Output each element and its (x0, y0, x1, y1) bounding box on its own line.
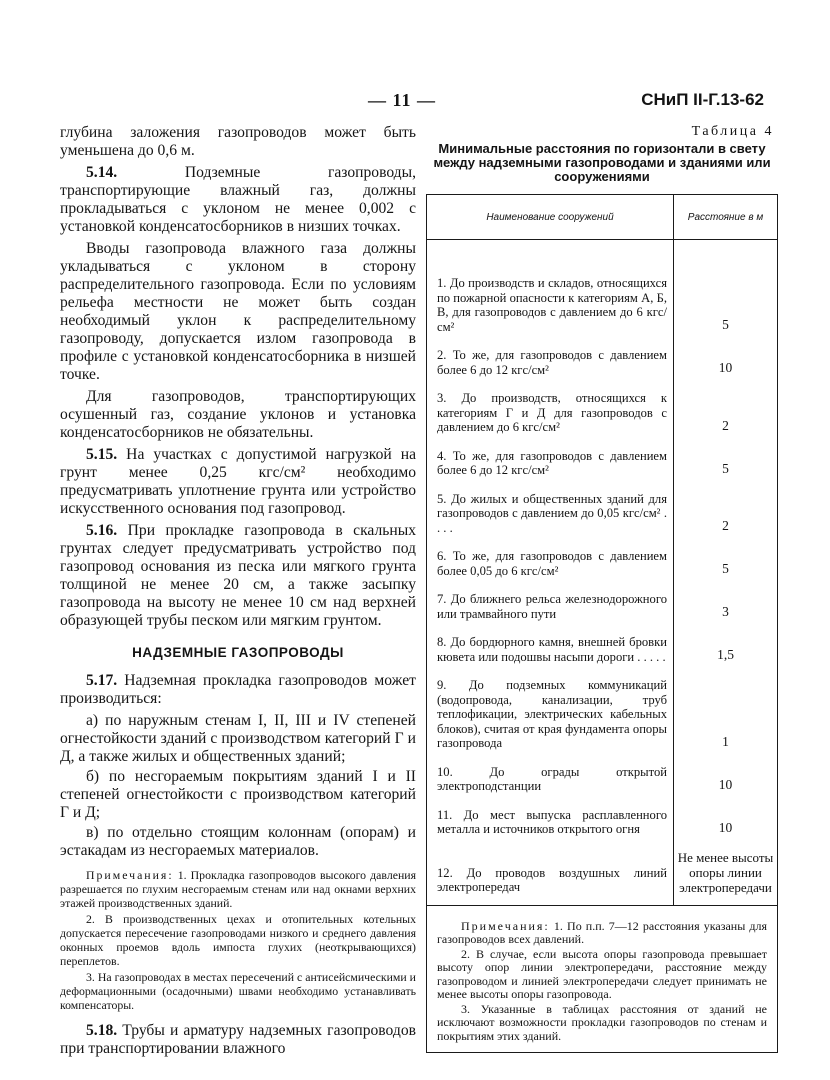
distance-value: 3 (722, 604, 729, 619)
table-notes-row (427, 905, 778, 1053)
structure-name: 9. До подземных коммуникаций (водопровода, канализации, труб теплофикации, электрических кабельных блоков), считая от края фундамента опоры газопровода (427, 669, 674, 756)
list-item-c: в) по отдельно стоящим колоннам (опорам) и эстакадам из несгораемых материалов. (60, 824, 416, 859)
paragraph-5-18 (60, 1022, 416, 1058)
right-column (424, 124, 780, 1053)
structure-name: 3. До производств, относящихся к категориям Г и Д для газопроводов с давлением до 6 кгс/см² (427, 382, 674, 440)
clause-number: 5.16. (86, 522, 118, 539)
structure-name: 11. До мест выпуска расплавленного металла и источников открытого огня (427, 799, 674, 842)
table-row (427, 339, 778, 382)
table-row (427, 382, 778, 440)
list-item-a: а) по наружным стенам I, II, III и IV степеней огнестойкости зданий с производством категорий Г и Д, а также жилых и общественных зданий; (60, 712, 416, 765)
table-row (427, 440, 778, 483)
column-header-distance: Расстояние в м (674, 195, 778, 240)
paragraph-5-15 (60, 446, 416, 518)
table-row (427, 756, 778, 799)
note-3: 3. На газопроводах в местах пересечений с антисейсмическими и деформационными (осадочными) швами необходимо устанавливать компенсаторы. (60, 970, 416, 1012)
distance-value: 5 (722, 561, 729, 576)
note-text: 1. По п.п. 7—12 расстояния указаны для газопроводов всех давлений. (437, 918, 767, 946)
table-label: Таблица 4 (691, 124, 774, 139)
left-column (60, 124, 416, 1062)
distance-value: Не менее высоты опоры линии электропередачи (677, 849, 774, 895)
page-header (0, 90, 830, 114)
clause-text: При прокладке газопровода в скальных грунтах следует предусматривать устройство под газопровод основания из песка или мягкого грунта толщиной не менее 20 см, а также засыпку газопровода на высоту не менее 10 см над верхней образующей трубы песком или мягким грунтом. (60, 522, 416, 629)
document-code: СНиП II-Г.13-62 (641, 90, 764, 109)
paragraph-5-14 (60, 164, 416, 236)
clause-number: 5.17. (86, 672, 118, 689)
paragraph: Вводы газопровода влажного газа должны укладываться с уклоном в сторону распределительного газопровода. Если по условиям рельефа местности не может быть создан необходимый уклон к распределительному газопроводу, допускается излом газопровода в профиле с установкой конденсатосборника в низшей точке. (60, 240, 416, 383)
table-row (427, 669, 778, 756)
table-row (427, 799, 778, 842)
table-notes-label: Примечания: (461, 918, 550, 933)
structure-name: 4. То же, для газопроводов с давлением более 6 до 12 кгс/см² (427, 440, 674, 483)
table-row (427, 483, 778, 541)
page-number: — 11 — (368, 90, 437, 110)
distance-value: 2 (722, 417, 729, 433)
distance-value: 5 (722, 317, 729, 332)
structure-name: 8. До бордюрного камня, внешней бровки кювета или подошвы насыпи дороги . . . . . (427, 626, 674, 669)
clause-number: 5.15. (86, 446, 118, 463)
column-header-name: Наименование сооружений (427, 195, 674, 240)
table-note-1 (437, 920, 767, 947)
table-row (427, 842, 778, 906)
notes-block (60, 868, 416, 1012)
structure-name: 7. До ближнего рельса железнодорожного или трамвайного пути (427, 583, 674, 626)
table-row (427, 626, 778, 669)
clause-text: Трубы и арматуру надземных газопроводов при транспортировании влажного (60, 1022, 416, 1057)
paragraph: Для газопроводов, транспортирующих осушенный газ, создание уклонов и установка конденсатосборников не обязательны. (60, 388, 416, 441)
distance-value: 5 (722, 460, 729, 476)
clause-number: 5.14. (86, 164, 118, 181)
note-2: 2. В производственных цехах и отопительных котельных допускается пересечение газопроводами низкого и среднего давления оконных проемов вдоль импоста глухих (неоткрывающихся) переплетов. (60, 912, 416, 968)
table-row (427, 583, 778, 626)
note-1 (60, 868, 416, 910)
section-title: НАДЗЕМНЫЕ ГАЗОПРОВОДЫ (132, 645, 344, 660)
list-item-b: б) по несгораемым покрытиям зданий I и II степеней огнестойкости с производством категорий Г и Д; (60, 768, 416, 821)
paragraph-5-17 (60, 672, 416, 708)
structure-name: 1. До производств и складов, относящихся по пожарной опасности к категориям А, Б, В, для газопроводов с давлением до 6 кгс/см² (427, 240, 674, 340)
structure-name: 5. До жилых и общественных зданий для газопроводов с давлением до 0,05 кгс/см² . . . . (427, 483, 674, 541)
distance-value: 10 (718, 360, 733, 375)
table-row (427, 240, 778, 340)
table-note-2: 2. В случае, если высота опоры газопровода превышает высоту опор линии электропередачи, расстояние между газопроводом и линией электропередачи следует принимать не менее высоты опоры газопровода. (437, 946, 767, 1001)
distance-value: 1,5 (717, 647, 734, 662)
table-row (427, 540, 778, 583)
distance-value: 10 (718, 819, 733, 835)
distance-value: 10 (718, 776, 733, 792)
structure-name: 2. То же, для газопроводов с давлением более 6 до 12 кгс/см² (427, 339, 674, 382)
clause-text: Подземные газопроводы, транспортирующие влажный газ, должны прокладываться с уклоном не менее 0,002 с установкой конденсатосборников в низших точках. (60, 164, 416, 235)
distance-value: 2 (722, 518, 729, 533)
note-text: 1. Прокладка газопроводов высокого давления разрешается по глухим несгораемым стенам или над окнами верхних этажей производственных зданий. (60, 868, 416, 910)
table-header-row (427, 195, 778, 240)
paragraph-5-16 (60, 522, 416, 630)
distance-table (426, 194, 778, 1053)
clause-text: Надземная прокладка газопроводов может производиться: (60, 672, 416, 707)
clause-number: 5.18. (86, 1022, 118, 1039)
clause-text: На участках с допустимой нагрузкой на грунт менее 0,25 кгс/см² необходимо предусматривать уплотнение грунта или устройство искусственного основания под газопровод. (60, 446, 416, 517)
structure-name: 12. До проводов воздушных линий электропередач (427, 842, 674, 906)
table-notes (427, 905, 778, 1053)
distance-value: 1 (722, 733, 729, 749)
paragraph: глубина заложения газопроводов может быть уменьшена до 0,6 м. (60, 124, 416, 159)
table-title: Минимальные расстояния по горизонтали в свету между надземными газопроводами и зданиями или сооружениями (433, 141, 771, 184)
structure-name: 6. То же, для газопроводов с давлением более 0,05 до 6 кгс/см² (427, 540, 674, 583)
notes-label: Примечания: (86, 868, 174, 882)
table-note-3: 3. Указанные в таблицах расстояния от зданий не исключают возможности прокладки газопроводов по стенам и покрытиям этих зданий. (437, 1001, 767, 1043)
structure-name: 10. До ограды открытой электроподстанции (427, 756, 674, 799)
